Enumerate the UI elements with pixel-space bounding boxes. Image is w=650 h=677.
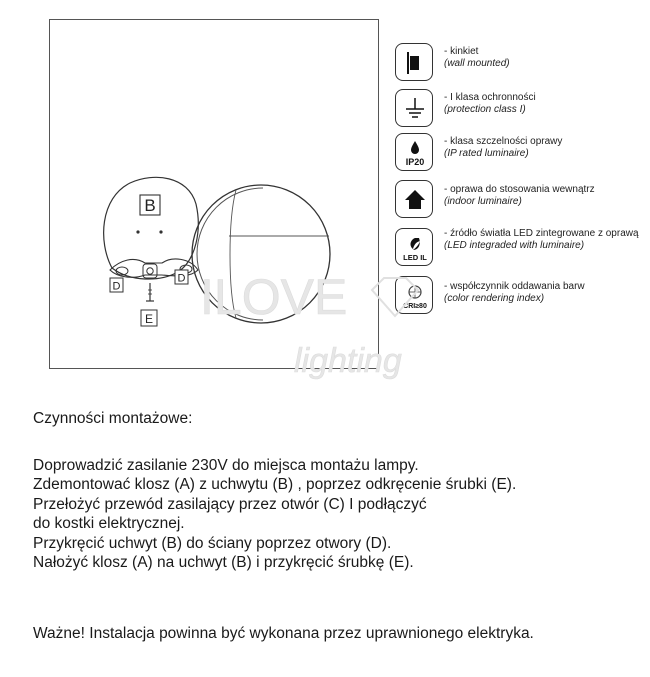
- legend-item-ip-rating: [444, 136, 644, 160]
- instruction-line: Nałożyć klosz (A) na uchwyt (B) i przykręcić śrubkę (E).: [33, 554, 414, 572]
- legend-item-protection-class: [444, 92, 644, 116]
- legend-item-led-integrated: [444, 228, 644, 252]
- legend-en-text: (LED integraded with luminaire): [444, 240, 585, 251]
- svg-text:IP20: IP20: [405, 157, 425, 167]
- legend-pl-text: - klasa szczelności oprawy: [444, 136, 563, 147]
- led-integrated-icon: [395, 228, 433, 266]
- legend-item-indoor: [444, 184, 644, 208]
- svg-text:CRI≥80: CRI≥80: [403, 303, 427, 310]
- svg-text:LED IL: LED IL: [403, 253, 427, 262]
- legend-en-text: (indoor luminaire): [444, 196, 522, 207]
- cable-hole-c: [143, 264, 157, 278]
- mounting-hole-left: [136, 230, 139, 233]
- instruction-line: do kostki elektrycznej.: [33, 515, 185, 533]
- instruction-line: Zdemontować klosz (A) z uchwytu (B) , poprzez odkręcenie śrubki (E).: [33, 476, 517, 494]
- label-b: B: [144, 196, 156, 215]
- lamp-shade-rim: [230, 190, 236, 318]
- indoor-icon: [395, 180, 433, 218]
- svg-text:ILOVE: ILOVE: [200, 269, 348, 325]
- legend-en-text: (protection class I): [444, 104, 526, 115]
- label-d-right: D: [177, 272, 186, 285]
- legend-pl-text: - oprawa do stosowania wewnątrz: [444, 184, 595, 195]
- legend-pl-text: - I klasa ochronności: [444, 92, 536, 103]
- mounting-hole-right: [159, 230, 162, 233]
- installation-diagram: [49, 19, 379, 369]
- instruction-line: Przykręcić uchwyt (B) do ściany poprzez otwory (D).: [33, 534, 392, 552]
- legend-en-text: (color rendering index): [444, 293, 545, 304]
- legend-pl-text: - kinkiet: [444, 46, 479, 57]
- cri-icon: [395, 276, 433, 314]
- legend-item-wall-mounted: [444, 46, 644, 70]
- legend-en-text: (wall mounted): [444, 58, 510, 69]
- label-e: E: [144, 312, 154, 326]
- instruction-line: Doprowadzić zasilanie 230V do miejsca montażu lampy.: [33, 457, 419, 474]
- warning-note: Ważne! Instalacja powinna być wykonana przez uprawnionego elektryka.: [33, 625, 534, 642]
- diagram-svg: [50, 20, 380, 370]
- legend-item-cri: [444, 281, 644, 305]
- label-d-left: D: [112, 280, 121, 293]
- instruction-line: Przełożyć przewód zasilający przez otwór (C) I podłączyć: [33, 495, 427, 513]
- legend-pl-text: - źródło światła LED zintegrowane z oprawą: [444, 228, 639, 239]
- ip-rating-icon: [395, 133, 433, 171]
- protection-class-icon: [395, 89, 433, 127]
- svg-text:lighting: lighting: [294, 342, 402, 380]
- instructions-list: [33, 456, 516, 572]
- wall-mounted-icon: [395, 43, 433, 81]
- section-title: Czynności montażowe:: [33, 410, 193, 427]
- lamp-shade: [192, 185, 330, 323]
- legend-en-text: (IP rated luminaire): [444, 148, 529, 159]
- legend-pl-text: - współczynnik oddawania barw: [444, 281, 585, 292]
